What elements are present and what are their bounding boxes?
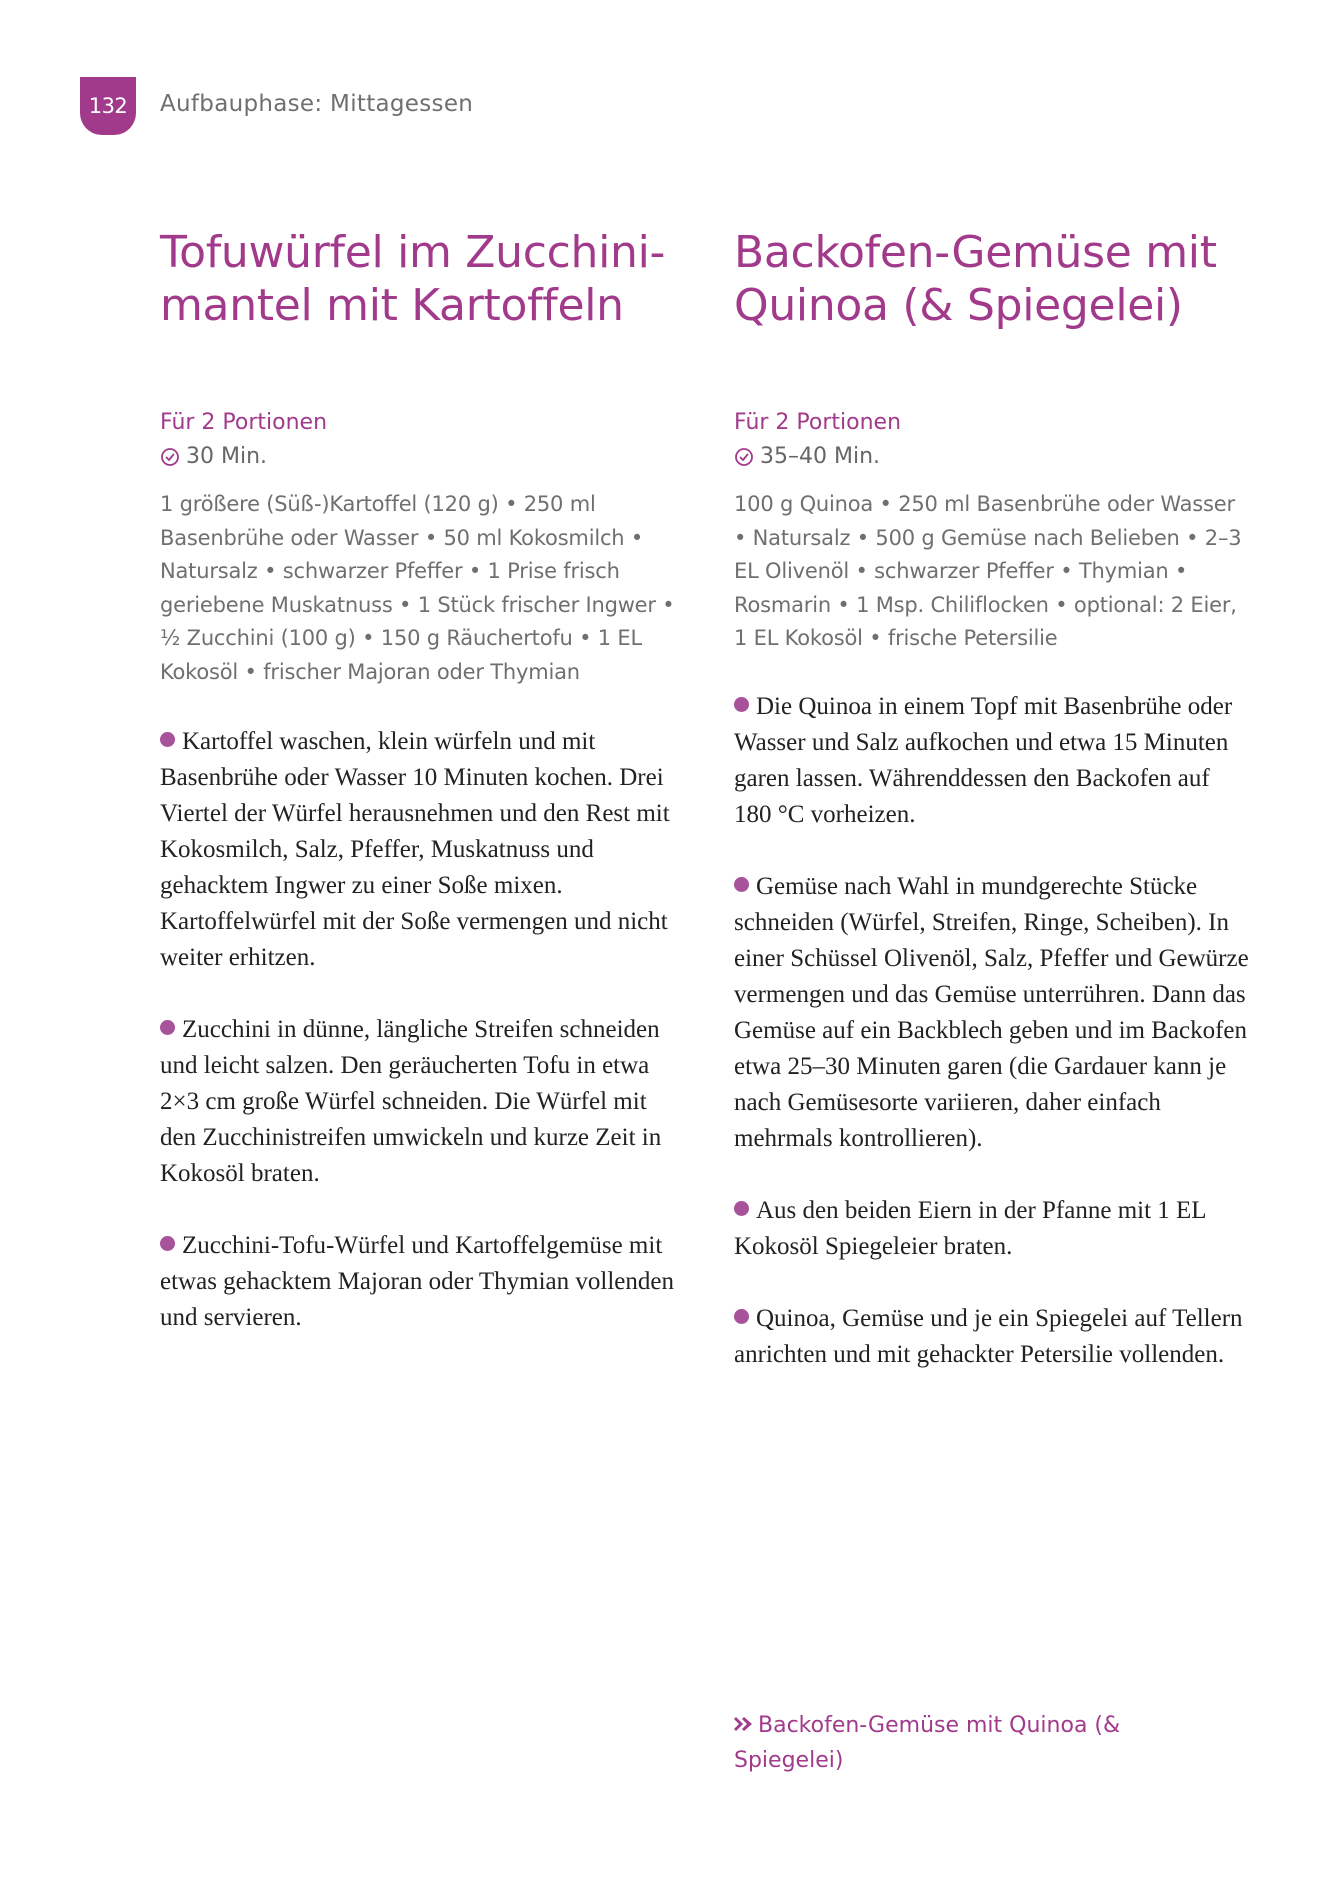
bullet-dot [734,1309,749,1324]
recipe-left [160,226,680,1336]
bullet-dot [734,1201,749,1216]
clock-icon [734,447,754,467]
portions: Für 2 Portionen [160,410,328,435]
recipe-step: Zucchini in dünne, längliche Streifen schneiden und leicht salzen. Den geräucherten Tofu in etwa 2×3 cm große Würfel schneiden. Die Würfel mit den Zucchinistreifen umwickeln und kurze Zeit in Kokosöl braten. [160,1015,662,1187]
bullet-dot [160,732,175,747]
recipe-step: Die Quinoa in einem Topf mit Basenbrühe oder Wasser und Salz aufkochen und etwa 15 Minuten garen lassen. Währenddessen den Backofen auf 180 °C vorheizen. [734,692,1233,828]
prep-time-value: 35–40 Min. [760,444,881,469]
ingredient-list: 100 g Quinoa • 250 ml Basenbrühe oder Wasser • Natursalz • 500 g Gemüse nach Belieben • 2–3 EL Olivenöl • schwarzer Pfeffer • Thymian • Rosmarin • 1 Msp. Chiliflocken • optional: 2 Eier, 1 EL Kokosöl • frische Petersilie [734,492,1242,651]
clock-icon [160,447,180,467]
running-head: Aufbauphase: Mittagessen [160,91,474,117]
page-number: 132 [88,94,128,118]
prep-time-value: 30 Min. [186,444,268,469]
bullet-dot [734,877,749,892]
prep-time [734,440,1249,474]
recipe-step: Kartoffel waschen, klein würfeln und mit Basenbrühe oder Wasser 10 Minuten kochen. Drei Viertel der Würfel herausnehmen und den Rest mit Kokosmilch, Salz, Pfeffer, Muskatnuss und gehacktem Ingwer zu einer Soße mixen. Kartoffelwürfel mit der Soße vermengen und nicht weiter erhitzen. [160,727,670,971]
recipe-right [734,226,1249,1373]
ingredient-list: 1 größere (Süß-)Kartoffel (120 g) • 250 ml Basenbrühe oder Wasser • 50 ml Kokosmilch • Natursalz • schwarzer Pfeffer • 1 Prise frisch geriebene Muskatnuss • 1 Stück frischer Ingwer • ½ Zucchini (100 g) • 150 g Räuchertofu • 1 EL Kokosöl • frischer Majoran oder Thymian [160,492,675,684]
recipe-step: Quinoa, Gemüse und je ein Spiegelei auf Tellern anrichten und mit gehackter Petersilie vollenden. [734,1304,1243,1368]
recipe-step: Aus den beiden Eiern in der Pfanne mit 1 EL Kokosöl Spiegeleier braten. [734,1196,1206,1260]
bullet-dot [160,1020,175,1035]
cross-reference-text[interactable]: Backofen-Gemüse mit Quinoa (& Spiegelei) [734,1713,1121,1773]
cross-reference-link[interactable] [734,1708,1154,1778]
recipe-title: Tofuwürfel im Zucchinimantel mit Kartoffeln [160,227,666,331]
prep-time [160,440,680,474]
portions: Für 2 Portionen [734,410,902,435]
bullet-dot [734,697,749,712]
double-chevron-icon [734,1715,758,1733]
recipe-step: Gemüse nach Wahl in mundgerechte Stücke schneiden (Würfel, Streifen, Ringe, Scheiben). In einer Schüssel Olivenöl, Salz, Pfeffer und Gewürze vermengen und das Gemüse unterrühren. Dann das Gemüse auf ein Backblech geben und im Backofen etwa 25–30 Minuten garen (die Gardauer kann je nach Gemüsesorte variieren, daher einfach mehrmals kontrollieren). [734,872,1249,1152]
recipe-step: Zucchini-Tofu-Würfel und Kartoffelgemüse mit etwas gehacktem Majoran oder Thymian vollenden und servieren. [160,1231,674,1331]
page-number-badge [80,77,136,135]
bullet-dot [160,1236,175,1251]
recipe-title: Backofen-Gemüse mit Quinoa (& Spiegelei) [734,227,1217,331]
